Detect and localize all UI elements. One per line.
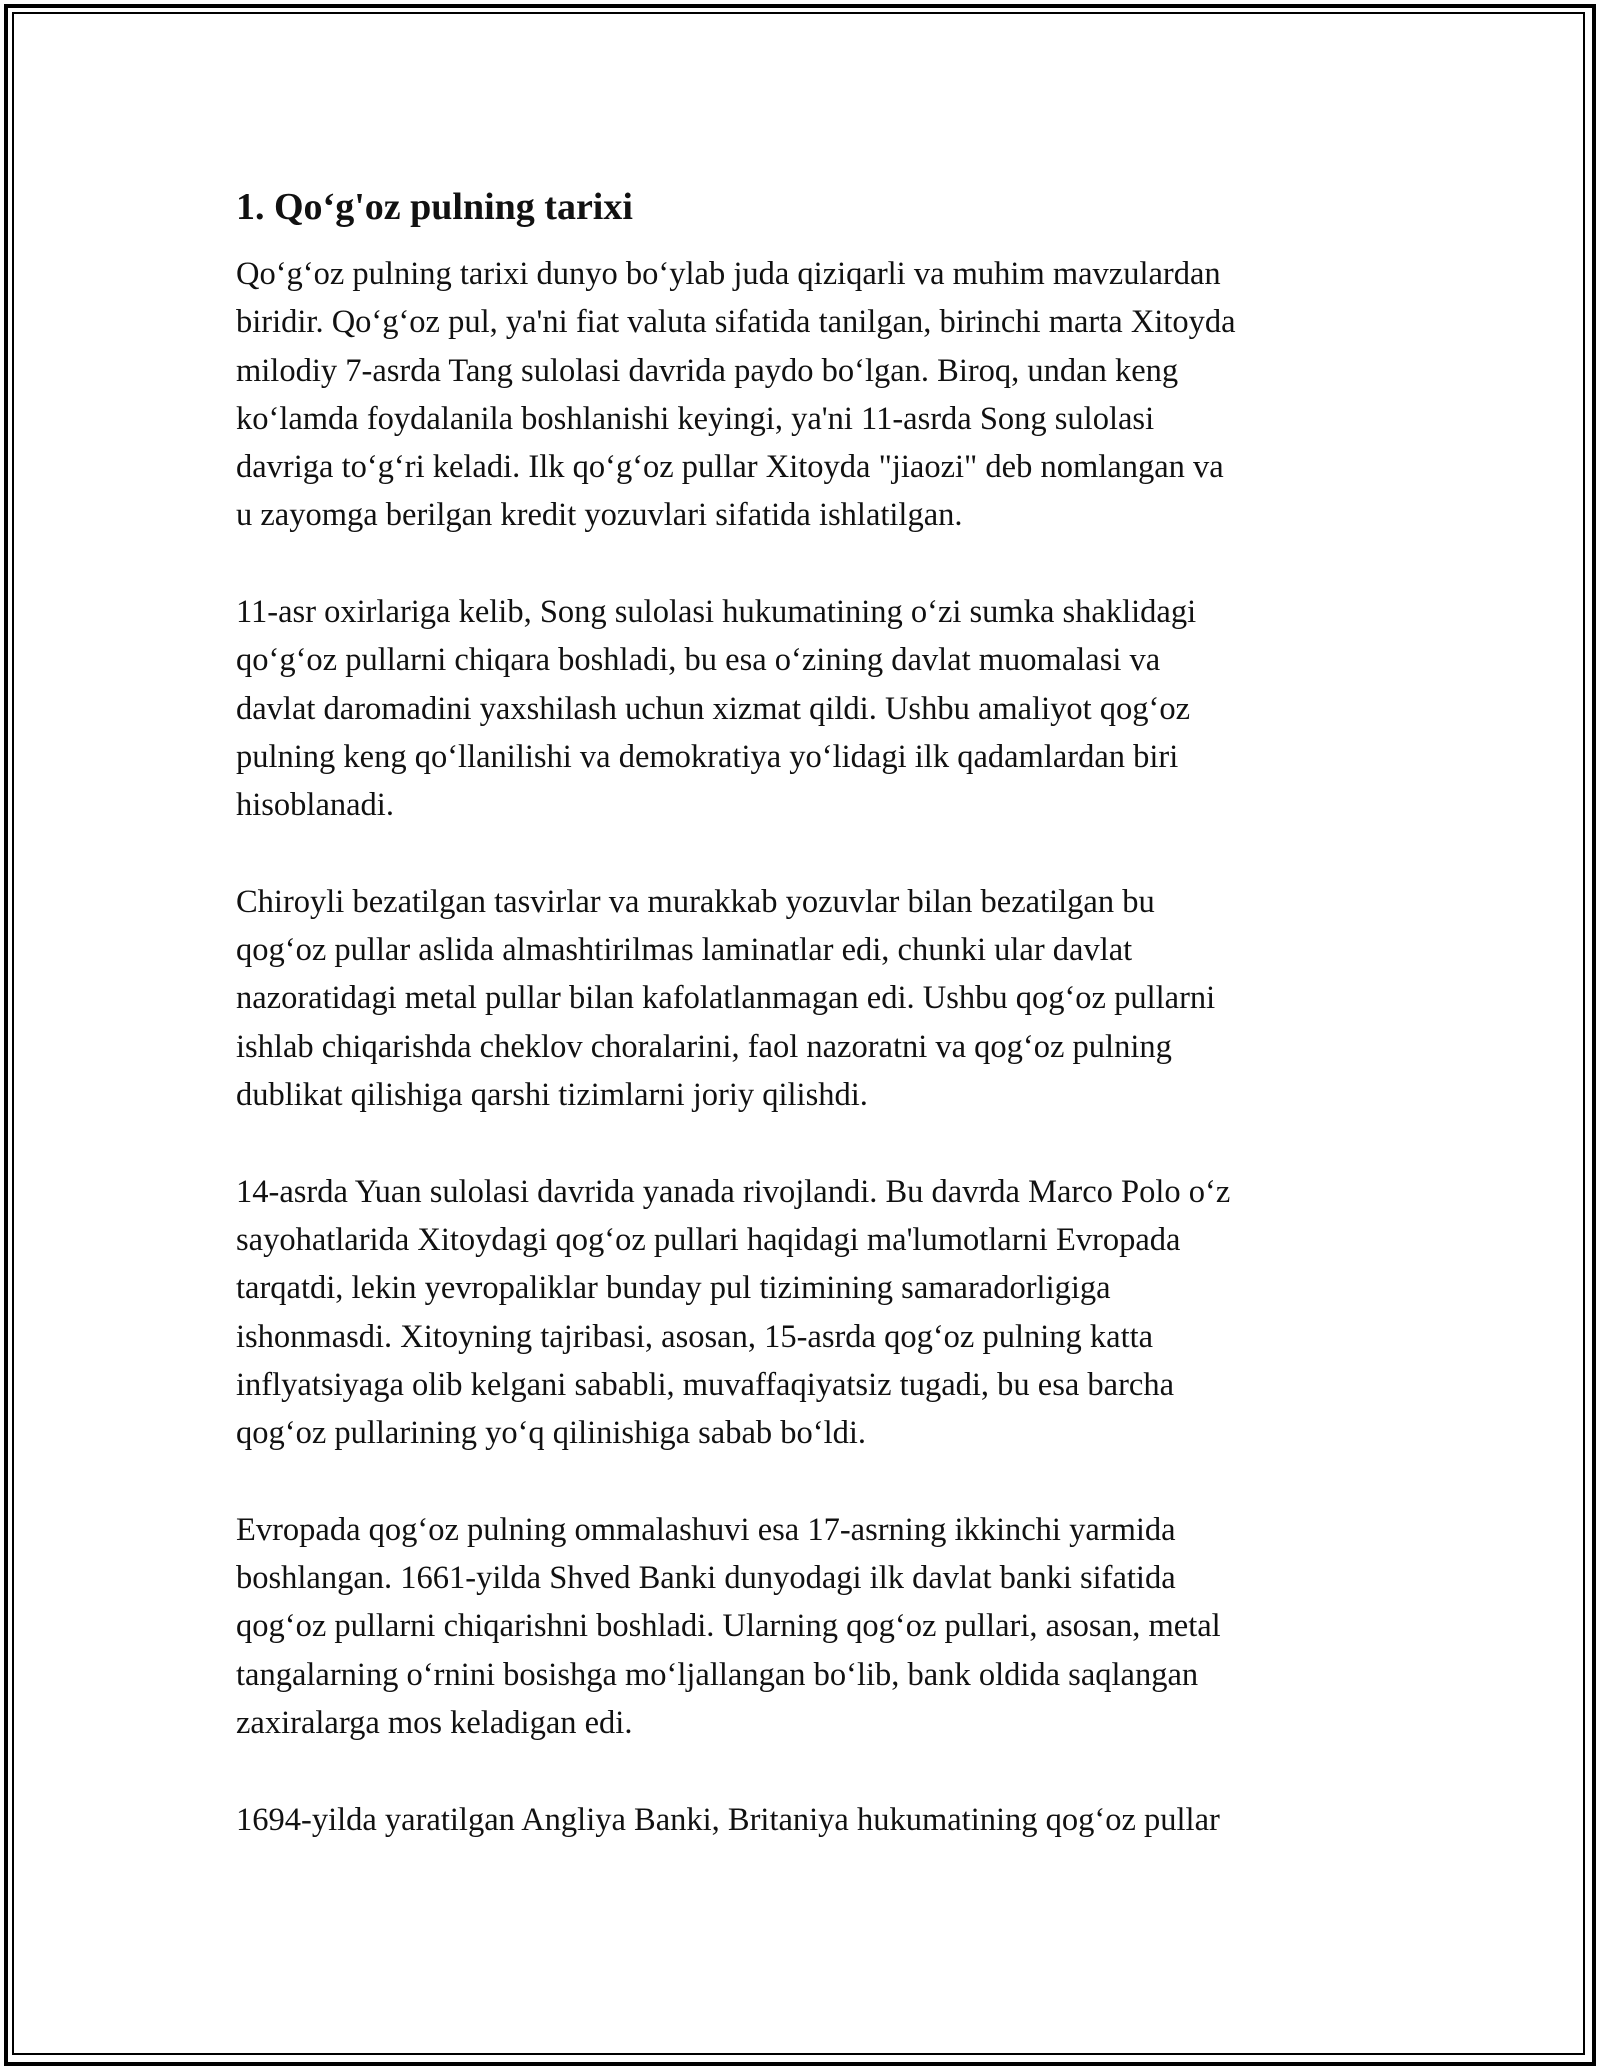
text-line: nazoratidagi metal pullar bilan kafolatlanmagan edi. Ushbu qog‘oz pullarni bbox=[236, 980, 1216, 1017]
paragraph-4 bbox=[236, 1168, 1376, 1458]
text-line: 14-asrda Yuan sulolasi davrida yanada rivojlandi. Bu davrda Marco Polo o‘z bbox=[236, 1173, 1231, 1210]
text-line: qog‘oz pullarining yo‘q qilinishiga sabab bo‘ldi. bbox=[236, 1415, 867, 1452]
text-line: qo‘g‘oz pullarni chiqara boshladi, bu esa o‘zining davlat muomalasi va bbox=[236, 642, 1161, 679]
text-line: dublikat qilishiga qarshi tizimlarni joriy qilishdi. bbox=[236, 1077, 868, 1114]
text-line: Evropada qog‘oz pulning ommalashuvi esa 17-asrning ikkinchi yarmida bbox=[236, 1511, 1176, 1548]
text-line: tarqatdi, lekin yevropaliklar bunday pul tizimining samaradorligiga bbox=[236, 1270, 1111, 1307]
text-line: 1694-yilda yaratilgan Angliya Banki, Britaniya hukumatining qog‘oz pullar bbox=[236, 1801, 1220, 1838]
text-line: zaxiralarga mos keladigan edi. bbox=[236, 1704, 633, 1741]
text-line: qog‘oz pullar aslida almashtirilmas laminatlar edi, chunki ular davlat bbox=[236, 932, 1133, 969]
text-line: Chiroyli bezatilgan tasvirlar va murakkab yozuvlar bilan bezatilgan bu bbox=[236, 883, 1155, 920]
document-title: 1. Qo‘g'oz pulning tarixi bbox=[236, 186, 633, 228]
text-line: pulning keng qo‘llanilishi va demokratiya yo‘lidagi ilk qadamlardan biri bbox=[236, 738, 1179, 775]
paragraph-2 bbox=[236, 588, 1376, 829]
text-line: davlat daromadini yaxshilash uchun xizmat qildi. Ushbu amaliyot qog‘oz bbox=[236, 690, 1191, 727]
text-line: sayohatlarida Xitoydagi qog‘oz pullari haqidagi ma'lumotlarni Evropada bbox=[236, 1221, 1181, 1258]
text-line: milodiy 7-asrda Tang sulolasi davrida paydo bo‘lgan. Biroq, undan keng bbox=[236, 352, 1179, 389]
text-line: ishonmasdi. Xitoyning tajribasi, asosan, 15-asrda qog‘oz pulning katta bbox=[236, 1318, 1154, 1355]
text-line: tangalarning o‘rnini bosishga mo‘ljallangan bo‘lib, bank oldida saqlangan bbox=[236, 1656, 1199, 1693]
paragraph-6 bbox=[236, 1796, 1376, 1844]
text-line: 11-asr oxirlariga kelib, Song sulolasi hukumatining o‘zi sumka shaklidagi bbox=[236, 594, 1197, 631]
text-line: boshlangan. 1661-yilda Shved Banki dunyodagi ilk davlat banki sifatida bbox=[236, 1560, 1176, 1597]
text-line: inflyatsiyaga olib kelgani sababli, muvaffaqiyatsiz tugadi, bu esa barcha bbox=[236, 1366, 1174, 1403]
text-line: Qo‘g‘oz pulning tarixi dunyo bo‘ylab juda qiziqarli va muhim mavzulardan bbox=[236, 256, 1221, 292]
paragraph-1 bbox=[236, 250, 1376, 540]
text-line: davriga to‘g‘ri keladi. Ilk qo‘g‘oz pullar Xitoyda "jiaozi" deb nomlangan va bbox=[236, 449, 1224, 486]
paragraph-3 bbox=[236, 878, 1376, 1119]
text-line: biridir. Qo‘g‘oz pul, ya'ni fiat valuta sifatida tanilgan, birinchi marta Xitoyda bbox=[236, 304, 1236, 341]
text-line: ko‘lamda foydalanila boshlanishi keyingi, ya'ni 11-asrda Song sulolasi bbox=[236, 400, 1155, 437]
text-line: qog‘oz pullarni chiqarishni boshladi. Ularning qog‘oz pullari, asosan, metal bbox=[236, 1608, 1221, 1645]
text-line: hisoblanadi. bbox=[236, 787, 394, 824]
document-body bbox=[236, 184, 1376, 1892]
text-line: ishlab chiqarishda cheklov choralarini, faol nazoratni va qog‘oz pulning bbox=[236, 1028, 1172, 1065]
paragraph-5 bbox=[236, 1506, 1376, 1747]
text-line: u zayomga berilgan kredit yozuvlari sifatida ishlatilgan. bbox=[236, 497, 963, 534]
